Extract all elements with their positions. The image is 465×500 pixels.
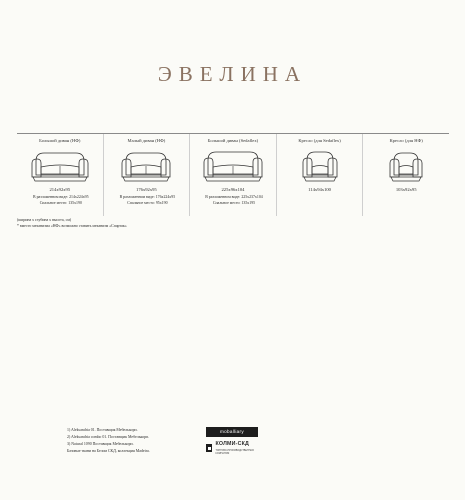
fabric-notes (67, 427, 150, 455)
page-title: ЭВЕЛИНА (157, 62, 308, 86)
large-sofa-sedaflex-drawing (202, 147, 264, 185)
sleeping-area: Спальное место: 135х190 (39, 201, 82, 205)
moballiary-logo: moballiary (206, 427, 258, 437)
spec-column (363, 134, 449, 216)
unfolded-size: В разложенном виде: 225х237х104 (205, 195, 263, 199)
spec-column (277, 134, 364, 216)
spec-table (17, 133, 449, 216)
kolmi-mark-icon (206, 444, 212, 452)
product-name: Большой диван (НФ) (39, 138, 81, 143)
fabric-note: 3) Natural 1090 Поставщик Мебелькорп. (67, 442, 134, 446)
product-dimensions: 225х96х104 (221, 187, 245, 192)
kolmi-logo (206, 441, 258, 455)
product-dimensions: 114х94х100 (308, 187, 331, 192)
spec-column (17, 134, 104, 216)
kolmi-logo-text: КОЛМИ-СКД (215, 441, 250, 447)
product-dimensions: 176х92х95 (136, 187, 157, 192)
large-sofa-drawing (30, 147, 90, 185)
small-sofa-drawing (120, 147, 172, 185)
product-name: Кресло (для НФ) (389, 138, 423, 143)
product-name: Малый диван (НФ) (127, 138, 166, 143)
product-extra (108, 194, 188, 206)
unfolded-size: В разложенном виде: 176х224х95 (119, 195, 176, 199)
dimension-notes (17, 217, 127, 229)
armchair-sedaflex-drawing (301, 147, 339, 185)
product-dimensions: 214х92х95 (49, 187, 71, 192)
spec-column (190, 134, 277, 216)
sleeping-area: Спальное место: 95х190 (127, 201, 168, 205)
mechanism-note: * вместо механизма «НФ» возможно ставить механизм «Спартак» (17, 224, 127, 228)
fabric-note: Базовые ткани на Белом СКД, коллекция Madeira. (67, 449, 150, 453)
product-name: Кресло (для Sedaflex) (298, 138, 341, 143)
brand-logos (206, 427, 258, 455)
fabric-note: 1) Aleksandria 01. Поставщик Мебелькорп. (67, 428, 138, 432)
product-extra (194, 194, 274, 206)
product-dimensions: 103х92х95 (395, 187, 417, 192)
sleeping-area: Спальное место: 135х195 (212, 201, 256, 205)
unfolded-size: В разложенном виде: 214х224х95 (33, 195, 89, 199)
spec-column (104, 134, 191, 216)
armchair-nf-drawing (388, 147, 424, 185)
fabric-note: 2) Aleksandria combo 01. Поставщик Мебелькорп. (67, 435, 150, 439)
product-name: Большой диван (Sedaflex) (207, 138, 259, 143)
dimension-unit-note: (ширина х глубина х высота, см) (17, 218, 72, 222)
kolmi-logo-subtitle: ТОРГОВО-ПРОИЗВОДСТВЕННАЯ КОМПАНИЯ (215, 449, 254, 455)
product-extra (21, 194, 101, 206)
